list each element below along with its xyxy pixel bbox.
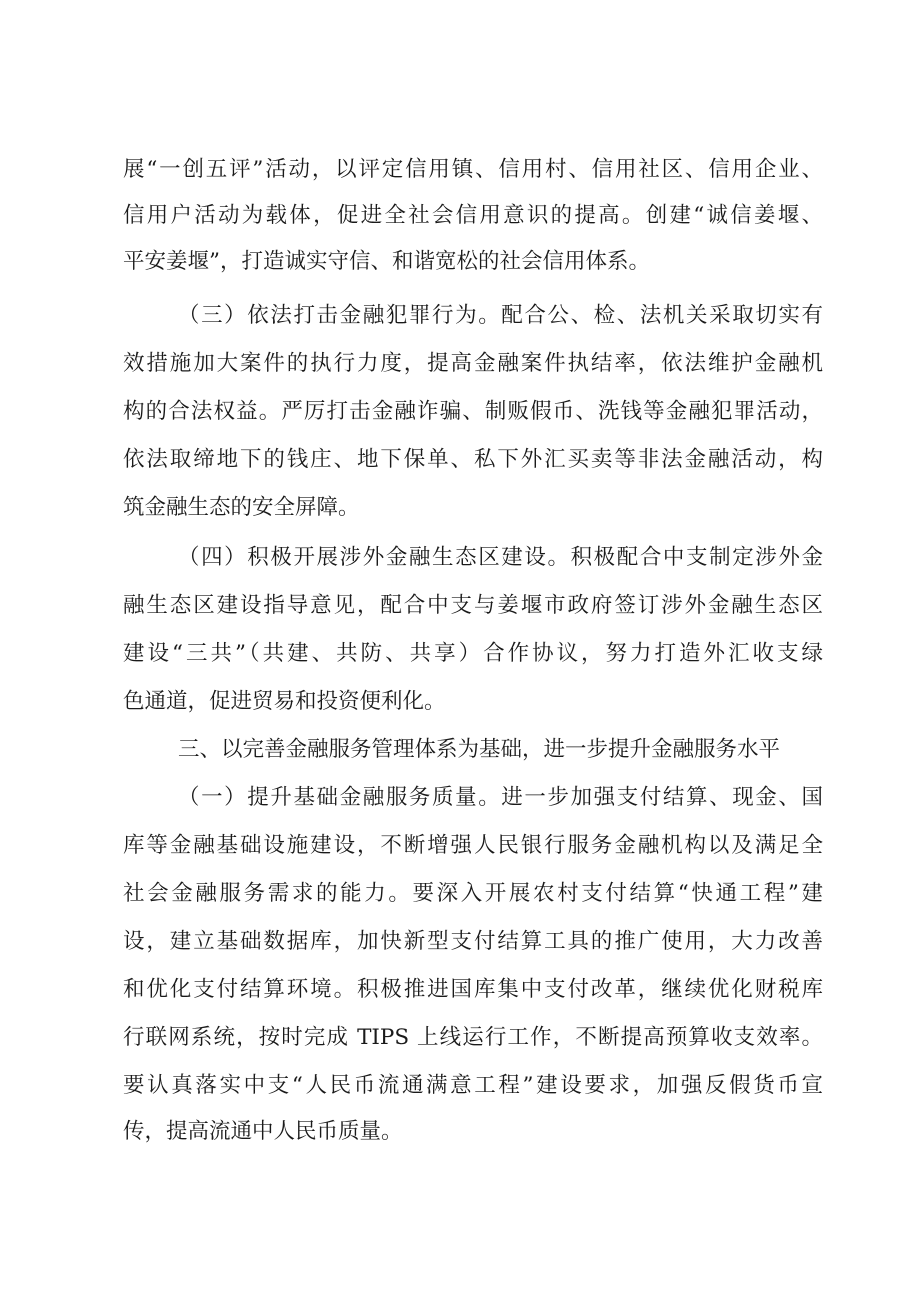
paragraph-line: 筑金融生态的安全屏障。 (123, 495, 360, 520)
paragraph-line: 传，提高流通中人民币质量。 (123, 1119, 403, 1144)
paragraph-line: 展“一创五评”活动，以评定信用镇、信用村、信用社区、信用企业、 (123, 157, 823, 182)
paragraph-line: 设，建立基础数据库，加快新型支付结算工具的推广使用，大力改善 (123, 929, 823, 954)
paragraph-line: 要认真落实中支“人民币流通满意工程”建设要求，加强反假货币宣 (123, 1073, 823, 1098)
paragraph-line: 依法取缔地下的钱庄、地下保单、私下外汇买卖等非法金融活动，构 (123, 447, 823, 472)
section-heading: 三、以完善金融服务管理体系为基础，进一步提升金融服务水平 (178, 737, 781, 762)
paragraph-line: （四）积极开展涉外金融生态区建设。积极配合中支制定涉外金 (178, 545, 823, 570)
paragraph-line: 平安姜堰”，打造诚实守信、和谐宽松的社会信用体系。 (123, 249, 650, 274)
paragraph-line: （三）依法打击金融犯罪行为。配合公、检、法机关采取切实有 (178, 303, 823, 328)
paragraph-line: （一）提升基础金融服务质量。进一步加强支付结算、现金、国 (178, 785, 823, 810)
paragraph-line: 效措施加大案件的执行力度，提高金融案件执结率，依法维护金融机 (123, 351, 823, 376)
paragraph-line: 库等金融基础设施建设，不断增强人民银行服务金融机构以及满足全 (123, 833, 823, 858)
paragraph-line: 建设“三共”（共建、共防、共享）合作协议，努力打造外汇收支绿 (123, 641, 823, 666)
paragraph-line: 信用户活动为载体，促进全社会信用意识的提高。创建“诚信姜堰、 (123, 203, 823, 228)
paragraph-line: 行联网系统，按时完成 TIPS 上线运行工作，不断提高预算收支效率。 (123, 1025, 823, 1050)
paragraph-line: 社会金融服务需求的能力。要深入开展农村支付结算“快通工程”建 (123, 881, 823, 906)
paragraph-line: 融生态区建设指导意见，配合中支与姜堰市政府签订涉外金融生态区 (123, 593, 823, 618)
paragraph-line: 和优化支付结算环境。积极推进国库集中支付改革，继续优化财税库 (123, 977, 823, 1002)
paragraph-line: 色通道，促进贸易和投资便利化。 (123, 689, 446, 714)
paragraph-line: 构的合法权益。严厉打击金融诈骗、制贩假币、洗钱等金融犯罪活动， (123, 399, 823, 424)
